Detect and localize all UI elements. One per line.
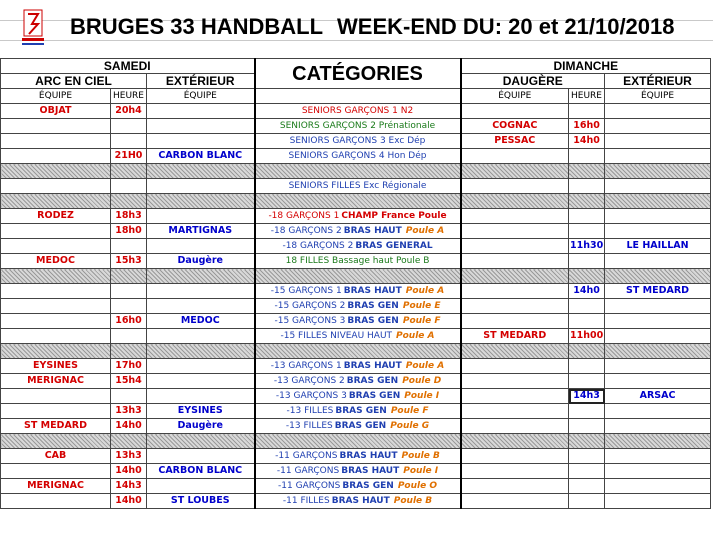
saturday-home-team[interactable]: EYSINES [1,359,111,374]
saturday-home-team[interactable]: MEDOC [1,254,111,269]
saturday-home-team[interactable]: RODEZ [1,209,111,224]
saturday-home-team[interactable] [1,329,111,344]
separator-row [1,344,711,359]
separator-row [1,164,711,179]
separator-cell[interactable] [605,164,711,179]
saturday-time[interactable] [111,284,147,299]
separator-cell[interactable] [147,269,255,284]
schedule-row [1,209,711,224]
sunday-home-team[interactable] [461,104,569,119]
saturday-time[interactable]: 13h3 [111,449,147,464]
sunday-away-team[interactable] [605,464,711,479]
saturday-home-team[interactable] [1,389,111,404]
categories-blank-cell[interactable] [255,89,461,104]
sunday-time[interactable]: 14h0 [569,134,605,149]
separator-cell[interactable] [569,269,605,284]
schedule-row [1,374,711,389]
sunday-home-team[interactable] [461,479,569,494]
category-name: SENIORS GARÇONS 4 Hon Dép [288,151,427,161]
category-poule: Poule A [405,286,445,296]
sunday-away-team[interactable] [605,329,711,344]
schedule-row [1,149,711,164]
separator-cell[interactable] [1,194,111,209]
category-cell[interactable] [255,104,461,119]
category-cell[interactable] [255,299,461,314]
saturday-away-team[interactable] [147,449,255,464]
category-cell[interactable] [255,359,461,374]
saturday-home-team[interactable] [1,119,111,134]
sunday-home-team[interactable] [461,449,569,464]
col-equipe-label[interactable]: ÉQUIPE [461,89,569,104]
separator-cell[interactable] [111,434,147,449]
col-equipe-label[interactable]: ÉQUIPE [605,89,711,104]
category-cell[interactable] [255,449,461,464]
schedule-table [0,58,711,509]
category-level: BRAS GEN [347,301,399,311]
category-cell[interactable] [255,239,461,254]
sunday-home-team[interactable] [461,224,569,239]
sunday-away-team[interactable] [605,104,711,119]
category-cell[interactable] [255,419,461,434]
saturday-home-team[interactable]: MERIGNAC [1,374,111,389]
category-level: BRAS GEN [348,391,401,401]
saturday-home-team[interactable] [1,494,111,509]
saturday-away-team[interactable]: CARBON BLANC [147,149,255,164]
separator-row [1,434,711,449]
sunday-time[interactable]: 16h0 [569,119,605,134]
saturday-away-team[interactable]: Daugère [147,419,255,434]
sunday-time[interactable] [569,404,605,419]
sunday-home-team[interactable] [461,404,569,419]
category-level: BRAS HAUT [341,466,400,476]
category-level: BRAS HAUT [343,361,402,371]
category-poule: Poule B [393,496,433,506]
sunday-away-team[interactable] [605,314,711,329]
category-cell[interactable] [255,284,461,299]
saturday-time[interactable] [111,239,147,254]
category-name: SENIORS GARÇONS 1 N2 [301,106,414,116]
sunday-time[interactable] [569,104,605,119]
sunday-away-team[interactable] [605,179,711,194]
sunday-home-team[interactable]: COGNAC [461,119,569,134]
category-cell[interactable] [255,389,461,404]
category-cell[interactable] [255,479,461,494]
schedule-row [1,119,711,134]
sunday-home-team[interactable] [461,464,569,479]
saturday-away-team[interactable] [147,284,255,299]
category-poule: Poule A [396,331,435,341]
separator-cell[interactable] [605,194,711,209]
sunday-home-team[interactable] [461,149,569,164]
category-name: -11 FILLES [282,496,330,506]
separator-cell[interactable] [605,269,711,284]
schedule-row [1,494,711,509]
schedule-row [1,284,711,299]
category-cell[interactable] [255,209,461,224]
saturday-away-team[interactable] [147,179,255,194]
sunday-home-team[interactable]: ST MEDARD [461,329,569,344]
separator-cell[interactable] [111,269,147,284]
separator-cell[interactable] [461,164,569,179]
category-cell[interactable] [255,404,461,419]
page-title [70,14,675,40]
sunday-away-team[interactable] [605,359,711,374]
saturday-home-team[interactable] [1,239,111,254]
saturday-time[interactable]: 21H0 [111,149,147,164]
category-level: CHAMP France Poule [341,211,447,221]
schedule-row [1,389,711,404]
separator-row [1,194,711,209]
saturday-time[interactable] [111,179,147,194]
category-name: SENIORS FILLES Exc Régionale [288,181,427,191]
saturday-away-team[interactable] [147,104,255,119]
saturday-away-team[interactable] [147,134,255,149]
category-name: -18 GARÇONS 1 [268,211,340,221]
sunday-away-team[interactable] [605,224,711,239]
category-poule: Poule G [390,421,430,431]
category-cell[interactable] [255,464,461,479]
saturday-time[interactable]: 18h3 [111,209,147,224]
saturday-away-team[interactable] [147,359,255,374]
saturday-time[interactable]: 14h0 [111,464,147,479]
separator-cell[interactable] [1,269,111,284]
category-poule: Poule I [403,466,439,476]
sunday-time[interactable] [569,224,605,239]
saturday-time[interactable]: 14h0 [111,419,147,434]
category-name: 18 FILLES Bassage haut Poule B [285,256,430,266]
separator-cell[interactable] [461,434,569,449]
sunday-time[interactable]: 11h00 [569,329,605,344]
sunday-home-team[interactable] [461,299,569,314]
sunday-home-team[interactable] [461,179,569,194]
sunday-time[interactable] [569,494,605,509]
category-cell[interactable] [255,374,461,389]
saturday-time[interactable]: 14h0 [111,494,147,509]
schedule-row [1,134,711,149]
club-logo [18,8,48,48]
saturday-time[interactable]: 20h4 [111,104,147,119]
category-name: -18 GARÇONS 2 [282,241,354,251]
separator-cell[interactable] [605,344,711,359]
category-poule: Poule A [405,226,445,236]
category-cell[interactable] [255,314,461,329]
sunday-home-team[interactable] [461,314,569,329]
saturday-home-team[interactable] [1,314,111,329]
sunday-time[interactable] [569,359,605,374]
saturday-time[interactable]: 14h3 [111,479,147,494]
category-level: BRAS GEN [335,406,387,416]
saturday-away-team[interactable]: MARTIGNAS [147,224,255,239]
schedule-row [1,464,711,479]
category-name: -13 FILLES [285,421,333,431]
schedule-row [1,104,711,119]
saturday-time[interactable]: 18h0 [111,224,147,239]
saturday-away-team[interactable]: MEDOC [147,314,255,329]
arc-en-ciel-header[interactable]: ARC EN CIEL [1,74,147,89]
category-level: BRAS GEN [346,376,399,386]
dimanche-header[interactable]: DIMANCHE [461,59,711,74]
schedule-row [1,479,711,494]
saturday-home-team[interactable] [1,179,111,194]
category-level: BRAS HAUT [339,451,398,461]
separator-cell[interactable] [569,164,605,179]
sunday-time[interactable] [569,419,605,434]
schedule-row [1,239,711,254]
sunday-away-team[interactable] [605,479,711,494]
saturday-home-team[interactable] [1,404,111,419]
saturday-away-team[interactable]: CARBON BLANC [147,464,255,479]
exterieur-header[interactable]: EXTÉRIEUR [147,74,255,89]
saturday-time[interactable]: 15h4 [111,374,147,389]
category-name: -13 FILLES [286,406,334,416]
category-poule: Poule F [402,316,441,326]
saturday-away-team[interactable]: ST LOUBES [147,494,255,509]
sunday-away-team[interactable] [605,404,711,419]
category-name: SENIORS GARÇONS 2 Prénationale [279,121,436,131]
separator-cell[interactable] [1,434,111,449]
saturday-away-team[interactable] [147,389,255,404]
saturday-time[interactable]: 16h0 [111,314,147,329]
sunday-home-team[interactable] [461,284,569,299]
sunday-away-team[interactable] [605,449,711,464]
sunday-time[interactable] [569,149,605,164]
sunday-time[interactable] [569,314,605,329]
sunday-away-team[interactable] [605,149,711,164]
category-cell[interactable] [255,254,461,269]
category-poule: Poule F [390,406,429,416]
col-equipe-label[interactable]: ÉQUIPE [1,89,111,104]
category-level: BRAS GEN [347,316,399,326]
weekend-date: WEEK-END DU: 20 et 21/10/2018 [337,14,675,39]
category-name: -11 GARÇONS [276,466,340,476]
sunday-away-team[interactable] [605,254,711,269]
col-heure-label[interactable]: HEURE [111,89,147,104]
separator-cell[interactable] [1,164,111,179]
sunday-away-team[interactable]: ARSAC [605,389,711,404]
separator-cell[interactable] [147,344,255,359]
category-name: -15 GARÇONS 3 [274,316,346,326]
saturday-time[interactable] [111,134,147,149]
category-name: -11 GARÇONS [278,481,341,491]
saturday-time[interactable] [111,329,147,344]
separator-cell[interactable] [569,434,605,449]
sunday-time[interactable]: 14h0 [569,284,605,299]
saturday-home-team[interactable]: CAB [1,449,111,464]
category-cell[interactable] [255,329,461,344]
separator-cell[interactable] [461,344,569,359]
separator-cell[interactable] [255,344,461,359]
category-cell[interactable] [255,149,461,164]
separator-cell[interactable] [461,269,569,284]
sunday-time[interactable] [569,179,605,194]
saturday-away-team[interactable] [147,299,255,314]
category-poule: Poule E [402,301,441,311]
saturday-time[interactable] [111,389,147,404]
category-level: BRAS HAUT [343,226,402,236]
schedule-row [1,314,711,329]
separator-cell[interactable] [111,344,147,359]
sunday-time[interactable]: 11h30 [569,239,605,254]
sunday-time[interactable] [569,464,605,479]
category-poule: Poule O [397,481,437,491]
schedule-row [1,254,711,269]
saturday-away-team[interactable]: EYSINES [147,404,255,419]
category-name: -13 GARÇONS 1 [270,361,342,371]
sunday-time[interactable] [569,479,605,494]
saturday-time[interactable] [111,299,147,314]
schedule-row [1,419,711,434]
sunday-home-team[interactable] [461,419,569,434]
category-name: -15 FILLES NIVEAU HAUT [280,331,393,341]
saturday-home-team[interactable] [1,149,111,164]
saturday-home-team[interactable]: ST MEDARD [1,419,111,434]
category-cell[interactable] [255,134,461,149]
schedule-row [1,449,711,464]
sunday-home-team[interactable] [461,359,569,374]
sunday-time[interactable] [569,374,605,389]
sunday-time[interactable]: 14h3 [569,389,605,404]
saturday-home-team[interactable] [1,284,111,299]
separator-cell[interactable] [255,164,461,179]
sunday-away-team[interactable] [605,494,711,509]
separator-cell[interactable] [111,194,147,209]
saturday-home-team[interactable]: OBJAT [1,104,111,119]
separator-cell[interactable] [255,269,461,284]
saturday-time[interactable] [111,119,147,134]
sunday-away-team[interactable] [605,419,711,434]
separator-cell[interactable] [1,344,111,359]
category-name: SENIORS GARÇONS 3 Exc Dép [289,136,426,146]
category-name: -13 GARÇONS 3 [275,391,347,401]
sunday-home-team[interactable] [461,494,569,509]
schedule-row [1,359,711,374]
saturday-home-team[interactable] [1,464,111,479]
sunday-away-team[interactable] [605,209,711,224]
sunday-away-team[interactable] [605,119,711,134]
schedule-row [1,179,711,194]
category-poule: Poule B [401,451,440,461]
category-cell[interactable] [255,179,461,194]
categories-header[interactable]: CATÉGORIES [255,59,461,89]
saturday-away-team[interactable] [147,479,255,494]
daugere-header[interactable]: DAUGÈRE [461,74,605,89]
schedule-row [1,224,711,239]
sunday-home-team[interactable]: PESSAC [461,134,569,149]
category-name: -18 GARÇONS 2 [270,226,342,236]
category-cell[interactable] [255,494,461,509]
sunday-away-team[interactable]: LE HAILLAN [605,239,711,254]
category-poule: Poule A [405,361,445,371]
saturday-away-team[interactable] [147,119,255,134]
separator-cell[interactable] [147,164,255,179]
club-title: BRUGES 33 HANDBALL [70,14,324,39]
saturday-home-team[interactable] [1,299,111,314]
saturday-home-team[interactable] [1,134,111,149]
exterieur2-header[interactable]: EXTÉRIEUR [605,74,711,89]
category-name: -15 GARÇONS 2 [274,301,346,311]
sunday-time[interactable] [569,209,605,224]
sunday-home-team[interactable] [461,374,569,389]
sunday-away-team[interactable] [605,134,711,149]
separator-cell[interactable] [569,344,605,359]
category-name: -13 GARÇONS 2 [273,376,345,386]
saturday-away-team[interactable] [147,329,255,344]
saturday-home-team[interactable] [1,224,111,239]
saturday-home-team[interactable]: MERIGNAC [1,479,111,494]
saturday-away-team[interactable]: Daugère [147,254,255,269]
col-equipe-label[interactable]: ÉQUIPE [147,89,255,104]
separator-cell[interactable] [255,434,461,449]
schedule-row [1,329,711,344]
category-level: BRAS GEN [334,421,387,431]
separator-cell[interactable] [569,194,605,209]
saturday-time[interactable]: 17h0 [111,359,147,374]
category-name: -15 GARÇONS 1 [270,286,342,296]
separator-cell[interactable] [461,194,569,209]
separator-cell[interactable] [147,194,255,209]
category-cell[interactable] [255,119,461,134]
category-level: BRAS HAUT [343,286,402,296]
saturday-away-team[interactable] [147,374,255,389]
separator-cell[interactable] [111,164,147,179]
sunday-home-team[interactable] [461,254,569,269]
saturday-away-team[interactable] [147,239,255,254]
sunday-time[interactable] [569,254,605,269]
saturday-away-team[interactable] [147,209,255,224]
category-cell[interactable] [255,224,461,239]
sunday-time[interactable] [569,299,605,314]
category-level: BRAS GENERAL [355,241,433,251]
sunday-time[interactable] [569,449,605,464]
saturday-time[interactable]: 15h3 [111,254,147,269]
sunday-away-team[interactable] [605,299,711,314]
schedule-row [1,299,711,314]
category-name: -11 GARÇONS [275,451,338,461]
sunday-home-team[interactable] [461,389,569,404]
category-level: BRAS GEN [342,481,394,491]
saturday-time[interactable]: 13h3 [111,404,147,419]
sunday-away-team[interactable] [605,374,711,389]
sunday-home-team[interactable] [461,209,569,224]
separator-row [1,269,711,284]
category-poule: Poule I [404,391,440,401]
samedi-header[interactable]: SAMEDI [1,59,255,74]
sunday-away-team[interactable]: ST MEDARD [605,284,711,299]
separator-cell[interactable] [255,194,461,209]
separator-cell[interactable] [605,434,711,449]
schedule-row [1,404,711,419]
category-poule: Poule D [402,376,442,386]
separator-cell[interactable] [147,434,255,449]
category-level: BRAS HAUT [331,496,390,506]
sunday-home-team[interactable] [461,239,569,254]
col-heure-label[interactable]: HEURE [569,89,605,104]
